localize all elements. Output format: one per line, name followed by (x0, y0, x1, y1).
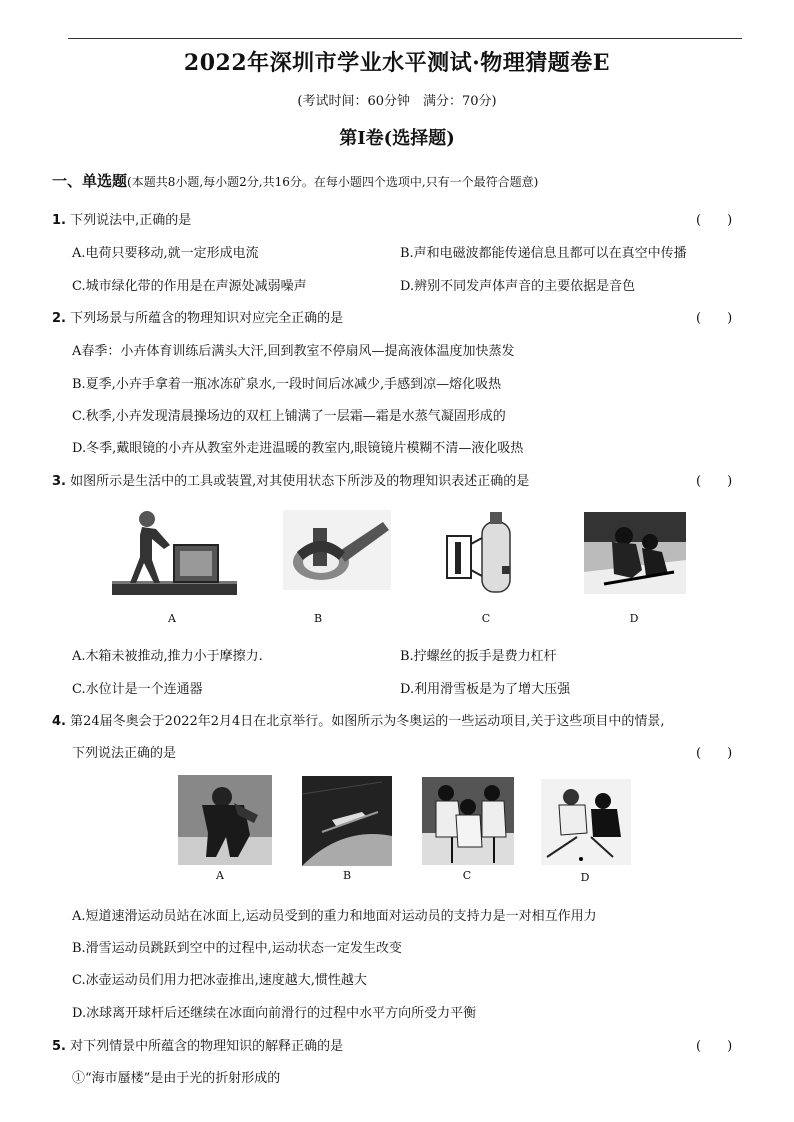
figure-label-d: D (580, 871, 590, 884)
question-stem: 对下列情景中所蕴含的物理知识的解释正确的是 (70, 1039, 344, 1054)
q5-item-1: ①“海市蜃楼”是由于光的折射形成的 (72, 1071, 281, 1086)
question-number: 4. (52, 714, 66, 729)
exam-info: (考试时间：60分钟 满分：70分) (297, 94, 497, 109)
question-4-continued: 下列说法正确的是 (72, 746, 177, 761)
question-number: 5. (52, 1039, 66, 1054)
ice-hockey-photo (541, 779, 631, 865)
question-number: 2. (52, 311, 66, 326)
q2-option-a: A春季：小卉体育训练后满头大汗,回到教室不停扇风—提高液体温度加快蒸发 (72, 344, 515, 359)
question-5 (52, 1035, 343, 1054)
question-stem: 下列场景与所蕴含的物理知识对应完全正确的是 (70, 311, 344, 326)
answer-blank: ( ) (696, 474, 733, 489)
figure-label-a: A (168, 612, 176, 625)
q4-option-a: A.短道速滑运动员站在冰面上,运动员受到的重力和地面对运动员的支持力是一对相互作用力 (72, 909, 597, 924)
pushing-box-illustration (112, 505, 237, 595)
q4-option-d: D.冰球离开球杆后还继续在冰面向前滑行的过程中水平方向所受力平衡 (72, 1006, 477, 1021)
answer-blank: ( ) (696, 311, 733, 326)
question-2 (52, 307, 343, 326)
answer-blank: ( ) (696, 213, 733, 228)
q2-option-c: C.秋季,小卉发现清晨操场边的双杠上铺满了一层霜—霜是水蒸气凝固形成的 (72, 409, 506, 424)
figure-label-c: C (481, 612, 491, 625)
q2-option-b: B.夏季,小卉手拿着一瓶冰冻矿泉水,一段时间后冰减少,手感到凉—熔化吸热 (72, 377, 502, 392)
q2-option-d: D.冬季,戴眼镜的小卉从教室外走进温暖的教室内,眼镜镜片模糊不清—液化吸热 (72, 441, 524, 456)
speed-skating-photo (178, 775, 272, 865)
q3-option-b: B.拧螺丝的扳手是费力杠杆 (400, 649, 557, 664)
question-number: 3. (52, 474, 66, 489)
q1-option-c: C.城市绿化带的作用是在声源处减弱噪声 (72, 279, 307, 294)
section-heading (52, 170, 538, 191)
figure-label-b: B (313, 612, 323, 625)
top-rule (68, 38, 742, 39)
question-stem: 下列说法中,正确的是 (70, 213, 192, 228)
answer-blank: ( ) (696, 746, 733, 761)
figure-label-c: C (462, 869, 472, 882)
water-heater-gauge-illustration (442, 508, 522, 596)
question-number: 1. (52, 213, 66, 228)
section-note: (本题共8小题,每小题2分,共16分。在每小题四个选项中,只有一个最符合题意) (127, 175, 539, 189)
section-title: 一、单选题 (52, 172, 128, 190)
figure-label-a: A (216, 869, 224, 882)
answer-blank: ( ) (696, 1039, 733, 1054)
skiing-photo-illustration (584, 512, 686, 594)
q1-option-b: B.声和电磁波都能传递信息且都可以在真空中传播 (400, 246, 687, 261)
question-1 (52, 209, 191, 228)
figure-label-b: B (342, 869, 352, 882)
q3-option-a: A.木箱未被推动,推力小于摩擦力. (72, 649, 263, 664)
question-4 (52, 710, 665, 729)
page-title: 2022年深圳市学业水平测试·物理猜题卷E (183, 50, 611, 76)
q4-option-b: B.滑雪运动员跳跃到空中的过程中,运动状态一定发生改变 (72, 941, 402, 956)
figure-label-d: D (629, 612, 639, 625)
q4-option-c: C.冰壶运动员们用力把冰壶推出,速度越大,惯性越大 (72, 973, 367, 988)
curling-photo (422, 777, 514, 865)
question-3 (52, 470, 529, 489)
part-heading: 第Ⅰ卷(选择题) (339, 128, 455, 149)
question-stem: 如图所示是生活中的工具或装置,对其使用状态下所涉及的物理知识表述正确的是 (70, 474, 530, 489)
q3-option-c: C.水位计是一个连通器 (72, 682, 203, 697)
q1-option-d: D.辨别不同发声体声音的主要依据是音色 (400, 279, 636, 294)
question-stem: 第24届冬奥会于2022年2月4日在北京举行。如图所示为冬奥运的一些运动项目,关于这些项目中的情景, (70, 714, 665, 729)
q1-option-a: A.电荷只要移动,就一定形成电流 (72, 246, 259, 261)
wrench-illustration (283, 510, 391, 590)
q3-option-d: D.利用滑雪板是为了增大压强 (400, 682, 571, 697)
ski-jump-photo (302, 776, 392, 866)
